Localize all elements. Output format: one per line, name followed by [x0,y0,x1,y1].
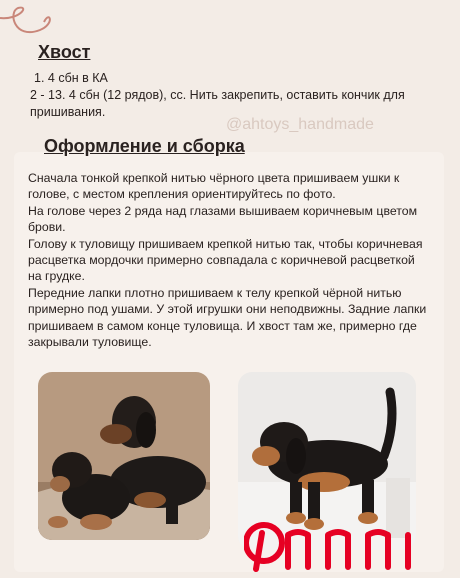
design-heading: Оформление и сборка [44,136,245,156]
design-instructions [28,170,428,350]
instruction-paragraph: Передние лапки плотно пришиваем к телу крепкой чёрной нитью примерно под ушами. У этой игрушки они неподвижны. Задние лапки пришиваем в самом конце туловища. И хвост там же, примерно где закрывали туловище. [28,285,427,350]
photo-dog-with-toy [38,372,210,540]
tail-heading: Хвост [38,42,91,62]
instruction-paragraph: Сначала тонкой крепкой нитью чёрного цвета пришиваем ушки к голове, с местом крепления ориентируйтесь по фото. [28,171,400,202]
tail-steps [30,70,422,121]
tail-step-2: 2 - 13. 4 сбн (12 рядов), сс. Нить закрепить, оставить кончик для пришивания. [30,88,405,119]
pinterest-logo-icon [244,505,434,575]
instruction-paragraph: На голове через 2 ряда над глазами вышиваем коричневым цветом брови. [28,203,418,235]
watermark: @ahtoys_handmade [226,116,374,133]
tail-step-1: 1. 4 сбн в КА [34,71,108,85]
instruction-paragraph: Голову к туловищу пришиваем крепкой нитью так, чтобы коричневая расцветка мордочки примерно совпадала с коричневой расцветкой на грудке. [28,236,423,284]
